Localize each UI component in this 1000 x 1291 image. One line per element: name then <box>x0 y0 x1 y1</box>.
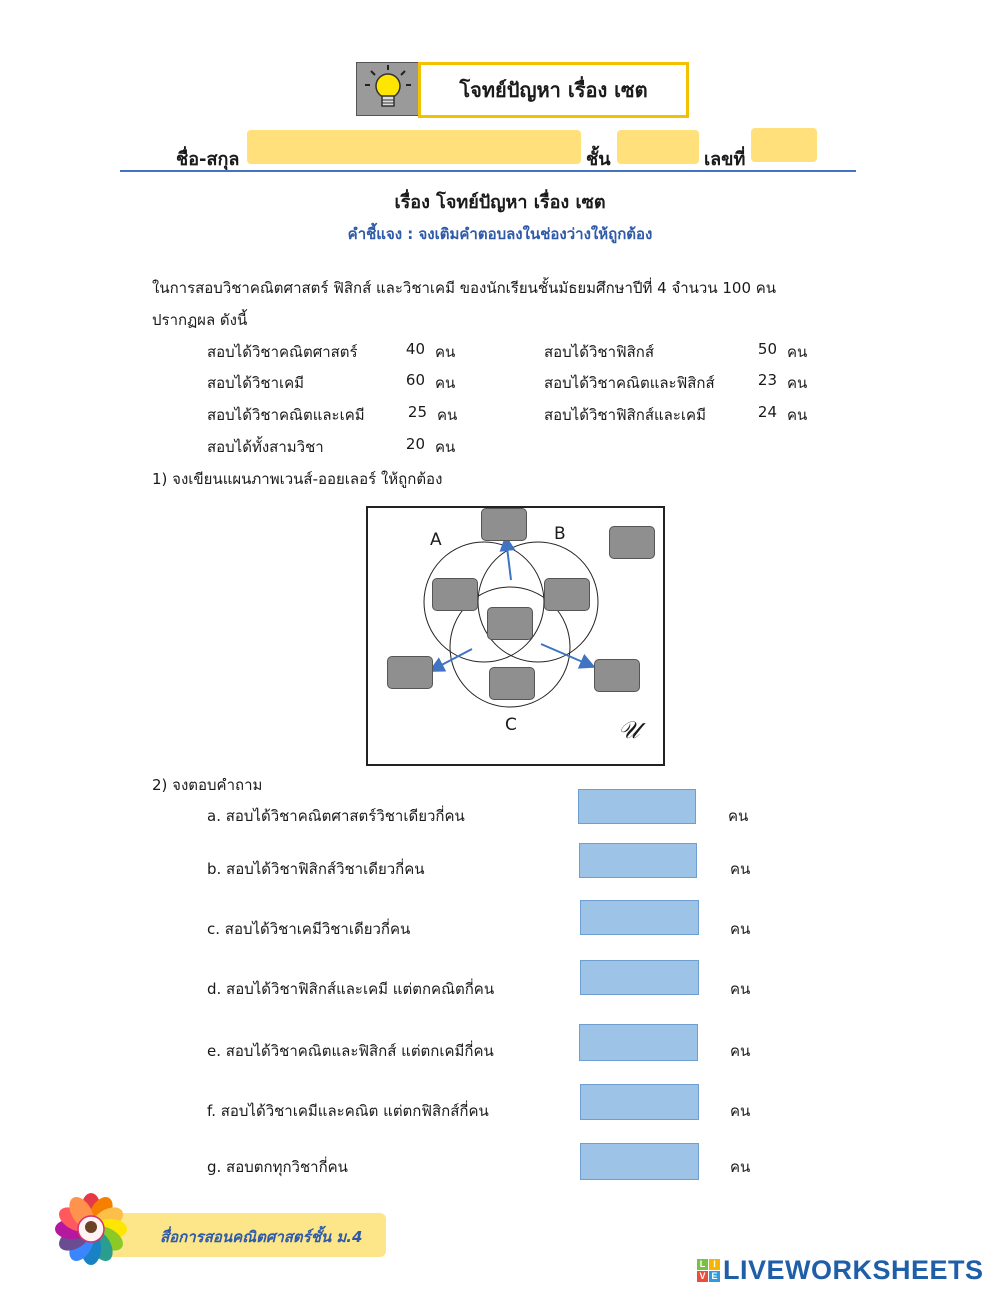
liveworksheets-logo <box>697 1255 984 1285</box>
header-divider <box>120 170 856 172</box>
data-value: 50 <box>757 340 777 358</box>
question-e: e. สอบได้วิชาคณิตและฟิสิกส์ แต่ตกเคมีกี่คน <box>207 1042 494 1060</box>
problem-line-1: ในการสอบวิชาคณิตศาสตร์ ฟิสิกส์ และวิชาเคมี ของนักเรียนชั้นมัธยมศึกษาปีที่ 4 จำนวน 100 คน <box>152 279 777 297</box>
data-value: 60 <box>405 371 425 389</box>
data-unit: คน <box>437 406 458 424</box>
page-title: เรื่อง โจทย์ปัญหา เรื่อง เซต <box>394 192 606 213</box>
number-field[interactable] <box>751 128 817 162</box>
data-unit: คน <box>435 438 456 456</box>
data-label: สอบได้วิชาคณิตและเคมี <box>207 406 365 424</box>
number-label: เลขที่ <box>704 149 746 170</box>
venn-answer-c-only[interactable] <box>489 667 535 700</box>
answer-unit: คน <box>728 807 749 825</box>
question-d: d. สอบได้วิชาฟิสิกส์และเคมี แต่ตกคณิตกี่คน <box>207 980 495 998</box>
data-unit: คน <box>435 343 456 361</box>
live-badge-icon: L I V E <box>697 1259 720 1282</box>
answer-input-g[interactable] <box>580 1143 699 1180</box>
venn-answer-outside[interactable] <box>609 526 655 559</box>
answer-input-e[interactable] <box>579 1024 698 1061</box>
answer-input-b[interactable] <box>579 843 697 878</box>
question-f: f. สอบได้วิชาเคมีและคณิต แต่ตกฟิสิกส์กี่คน <box>207 1102 489 1120</box>
set-a-label: A <box>430 530 442 550</box>
question-a: a. สอบได้วิชาคณิตศาสตร์วิชาเดียวกี่คน <box>207 807 465 825</box>
part1-prompt: 1) จงเขียนแผนภาพเวนส์-ออยเลอร์ ให้ถูกต้อง <box>152 470 443 488</box>
data-value: 20 <box>405 435 425 453</box>
question-g: g. สอบตกทุกวิชากี่คน <box>207 1158 348 1176</box>
data-unit: คน <box>435 374 456 392</box>
data-value: 23 <box>757 371 777 389</box>
question-c: c. สอบได้วิชาเคมีวิชาเดียวกี่คน <box>207 920 411 938</box>
answer-input-f[interactable] <box>580 1084 699 1120</box>
venn-answer-ab[interactable] <box>481 508 527 541</box>
set-b-label: B <box>554 524 566 544</box>
answer-unit: คน <box>730 860 751 878</box>
data-label: สอบได้วิชาเคมี <box>207 374 305 392</box>
data-label: สอบได้วิชาฟิสิกส์ <box>544 343 655 361</box>
course-label: สื่อการสอนคณิตศาสตร์ชั้น ม.4 <box>160 1228 363 1246</box>
universe-label: 𝒰 <box>618 716 640 744</box>
data-value: 25 <box>407 403 427 421</box>
answer-unit: คน <box>730 1042 751 1060</box>
data-label: สอบได้ทั้งสามวิชา <box>207 438 324 456</box>
data-unit: คน <box>787 343 808 361</box>
answer-unit: คน <box>730 980 751 998</box>
data-value: 40 <box>405 340 425 358</box>
answer-input-a[interactable] <box>578 789 696 824</box>
problem-line-2: ปรากฏผล ดังนี้ <box>152 311 248 329</box>
arrow-bc-region <box>541 644 592 666</box>
venn-diagram <box>366 506 665 766</box>
arrow-ab-region <box>506 539 511 580</box>
venn-answer-a-only[interactable] <box>432 578 478 611</box>
data-label: สอบได้วิชาฟิสิกส์และเคมี <box>544 406 706 424</box>
worksheet-title: โจทย์ปัญหา เรื่อง เซต <box>418 62 689 118</box>
data-unit: คน <box>787 374 808 392</box>
data-value: 24 <box>757 403 777 421</box>
question-b: b. สอบได้วิชาฟิสิกส์วิชาเดียวกี่คน <box>207 860 425 878</box>
instruction-text: คำชี้แจง : จงเติมคำตอบลงในช่องว่างให้ถูกต้อง <box>347 225 653 243</box>
name-label: ชื่อ-สกุล <box>176 149 240 170</box>
data-label: สอบได้วิชาคณิตและฟิสิกส์ <box>544 374 715 392</box>
venn-answer-bc[interactable] <box>594 659 640 692</box>
data-label: สอบได้วิชาคณิตศาสตร์ <box>207 343 358 361</box>
data-unit: คน <box>787 406 808 424</box>
answer-unit: คน <box>730 920 751 938</box>
lightbulb-icon <box>356 62 420 116</box>
set-c-label: C <box>505 715 517 735</box>
flower-logo-icon <box>54 1192 128 1266</box>
part2-prompt: 2) จงตอบคำถาม <box>152 776 263 794</box>
venn-answer-abc[interactable] <box>487 607 533 640</box>
answer-unit: คน <box>730 1102 751 1120</box>
name-field[interactable] <box>247 130 581 164</box>
venn-answer-b-only[interactable] <box>544 578 590 611</box>
brand-text: LIVEWORKSHEETS <box>723 1254 984 1285</box>
answer-input-d[interactable] <box>580 960 699 995</box>
class-label: ชั้น <box>586 149 611 170</box>
answer-unit: คน <box>730 1158 751 1176</box>
venn-answer-ac[interactable] <box>387 656 433 689</box>
class-field[interactable] <box>617 130 699 164</box>
answer-input-c[interactable] <box>580 900 699 935</box>
